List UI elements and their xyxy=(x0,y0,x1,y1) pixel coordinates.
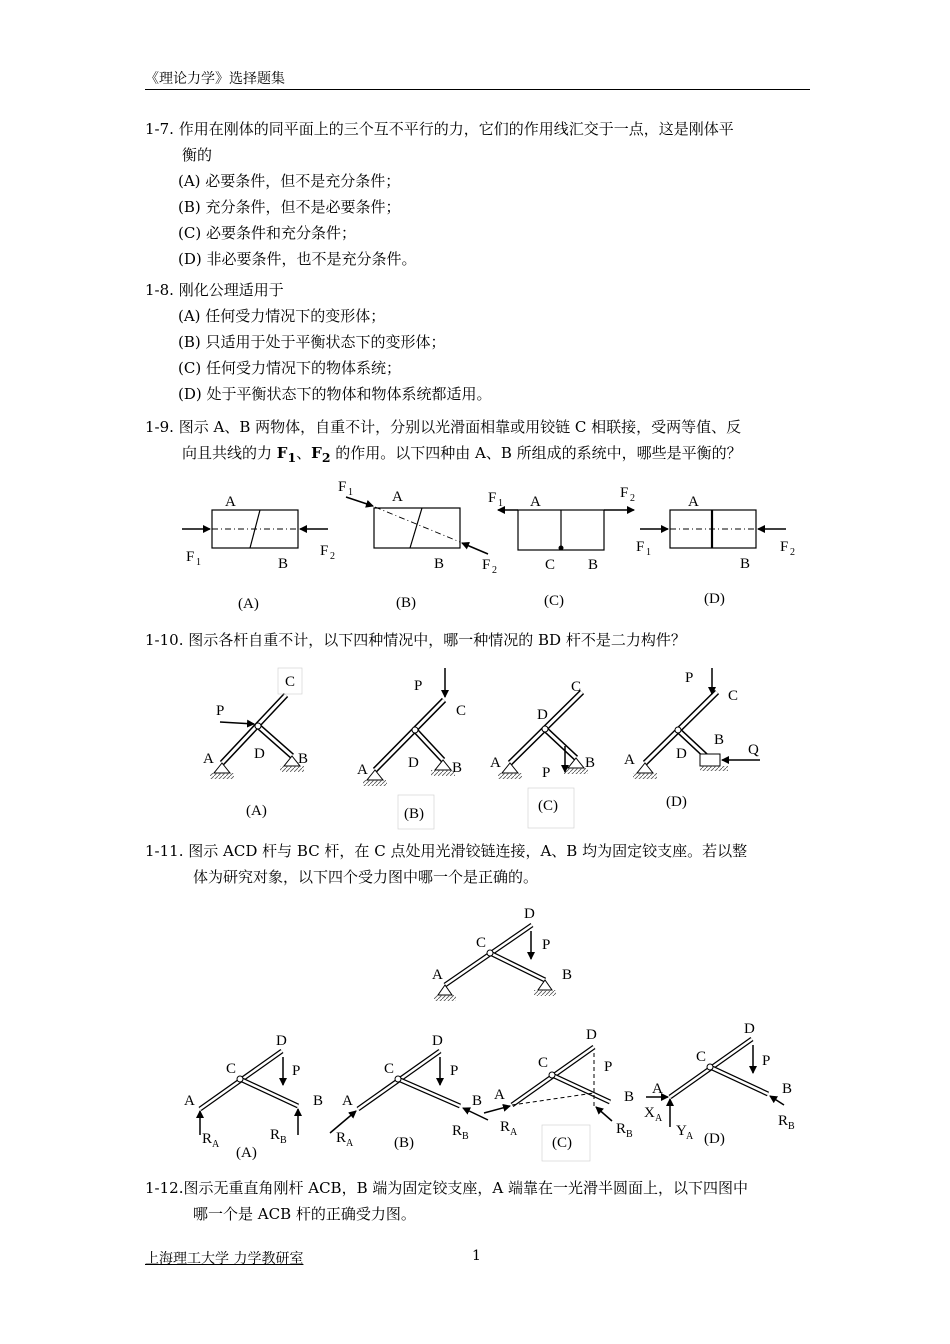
label-a: A xyxy=(490,755,501,771)
label-a: A xyxy=(494,1087,505,1103)
label-d: D xyxy=(254,746,265,762)
option-b: (B) 只适用于处于平衡状态下的变形体； xyxy=(178,333,446,351)
svg-text:B: B xyxy=(462,1131,469,1142)
label-b: B xyxy=(434,556,445,572)
label-b: B xyxy=(740,556,751,572)
label-a: A xyxy=(688,494,699,510)
figure-1-11 xyxy=(170,895,810,1170)
question-stem: 图示 A、B 两物体，自重不计，分别以光滑面相靠或用铰链 C 相联接，受两等值、反 xyxy=(178,418,742,436)
label-b: B xyxy=(278,556,289,572)
fig-1-10-a xyxy=(203,668,308,819)
question-1-9 xyxy=(145,414,742,471)
svg-text:2: 2 xyxy=(492,565,497,576)
label-a: A xyxy=(357,762,368,778)
fig-1-9-a xyxy=(182,494,335,612)
option-c: (C) 必要条件和充分条件； xyxy=(178,224,356,242)
label-c: C xyxy=(545,557,556,573)
fig-1-10-d xyxy=(624,668,760,810)
label-a: A xyxy=(203,751,214,767)
label-c: C xyxy=(571,679,582,695)
fig-1-11-main xyxy=(432,906,572,1001)
question-1-11 xyxy=(145,838,747,890)
label-f2: F xyxy=(780,539,789,555)
label-rb: R xyxy=(270,1127,281,1143)
question-stem: 图示各杆自重不计，以下四种情况中，哪一种情况的 BD 杆不是二力构件？ xyxy=(188,631,686,649)
label-c: C xyxy=(696,1049,707,1065)
label-p: P xyxy=(450,1063,459,1079)
question-stem: 作用在刚体的同平面上的三个互不平行的力，它们的作用线汇交于一点，这是刚体平 xyxy=(178,120,734,138)
label-xa: X xyxy=(644,1105,655,1121)
label-p: P xyxy=(216,703,225,719)
label-ya: Y xyxy=(676,1123,687,1139)
svg-text:1: 1 xyxy=(498,498,503,509)
fig-1-11-b xyxy=(330,1033,488,1151)
question-1-7 xyxy=(145,116,734,272)
label-b: B xyxy=(624,1089,635,1105)
label-f2: F xyxy=(320,543,329,559)
label-f2: F xyxy=(620,485,629,501)
question-stem-continued-end: 的作用。以下四种由 A、B 所组成的系统中，哪些是平衡的？ xyxy=(330,444,742,462)
label-b: B xyxy=(472,1093,483,1109)
fig-1-9-c xyxy=(488,485,635,609)
separator: 、 xyxy=(296,444,312,462)
option-a: (A) 必要条件，但不是充分条件； xyxy=(178,172,401,190)
question-stem-continued: 向且共线的力 xyxy=(182,444,277,462)
option-label-d: (D) xyxy=(704,591,725,607)
question-1-8 xyxy=(145,277,492,407)
page-number: 1 xyxy=(472,1248,481,1264)
label-p: P xyxy=(414,678,423,694)
figure-1-9 xyxy=(170,475,810,620)
svg-text:B: B xyxy=(280,1135,287,1146)
svg-text:A: A xyxy=(510,1127,518,1138)
svg-text:A: A xyxy=(655,1113,663,1124)
svg-text:B: B xyxy=(788,1121,795,1132)
label-p: P xyxy=(685,670,694,686)
label-rb: R xyxy=(452,1123,463,1139)
label-p: P xyxy=(762,1053,771,1069)
question-1-12 xyxy=(145,1175,748,1227)
label-b: B xyxy=(585,755,596,771)
option-label-d: (D) xyxy=(704,1131,725,1147)
option-a: (A) 任何受力情况下的变形体； xyxy=(178,307,386,325)
option-d: (D) 非必要条件，也不是充分条件。 xyxy=(178,250,417,268)
footer-institution: 上海理工大学 力学教研室 xyxy=(145,1251,304,1267)
label-b: B xyxy=(298,751,309,767)
label-c: C xyxy=(456,703,467,719)
label-p: P xyxy=(542,765,551,781)
label-f1: F xyxy=(488,490,497,506)
question-stem: 图示无重直角刚杆 ACB，B 端为固定铰支座，A 端靠在一光滑半圆面上，以下四图中 xyxy=(183,1179,748,1197)
label-f1: F xyxy=(636,539,645,555)
label-a: A xyxy=(184,1093,195,1109)
page-header-title: 《理论力学》选择题集 xyxy=(145,71,285,87)
question-stem-continued: 哪一个是 ACB 杆的正确受力图。 xyxy=(193,1205,416,1223)
question-number: 1-7. xyxy=(145,120,174,138)
svg-text:A: A xyxy=(212,1139,220,1150)
label-c: C xyxy=(728,688,739,704)
question-stem-continued: 衡的 xyxy=(182,146,213,164)
option-label-d: (D) xyxy=(666,794,687,810)
option-label-b: (B) xyxy=(394,1135,414,1151)
question-number: 1-9. xyxy=(145,418,174,436)
option-c: (C) 任何受力情况下的物体系统； xyxy=(178,359,401,377)
option-d: (D) 处于平衡状态下的物体和物体系统都适用。 xyxy=(178,385,492,403)
question-1-10 xyxy=(145,627,686,653)
label-a: A xyxy=(530,494,541,510)
label-b: B xyxy=(782,1081,793,1097)
option-label-c: (C) xyxy=(538,798,558,814)
label-p: P xyxy=(604,1059,613,1075)
question-number: 1-12. xyxy=(145,1179,184,1197)
fig-1-9-d xyxy=(636,494,795,607)
svg-text:A: A xyxy=(686,1131,694,1142)
label-q: Q xyxy=(748,742,759,758)
question-stem: 刚化公理适用于 xyxy=(178,281,284,299)
label-rb: R xyxy=(616,1121,627,1137)
label-ra: R xyxy=(202,1131,213,1147)
force-f1-label: $F_1$ xyxy=(276,444,297,465)
option-label-b: (B) xyxy=(396,595,416,611)
svg-text:B: B xyxy=(626,1129,633,1140)
option-label-c: (C) xyxy=(544,593,564,609)
label-b: B xyxy=(313,1093,324,1109)
label-c: C xyxy=(476,935,487,951)
label-c: C xyxy=(226,1061,237,1077)
label-d: D xyxy=(432,1033,443,1049)
option-label-a: (A) xyxy=(246,803,267,819)
option-label-a: (A) xyxy=(238,596,259,612)
option-label-a: (A) xyxy=(236,1145,257,1161)
svg-text:2: 2 xyxy=(330,551,335,562)
option-label-b: (B) xyxy=(404,806,424,822)
label-a: A xyxy=(392,489,403,505)
label-rb: R xyxy=(778,1113,789,1129)
option-b: (B) 充分条件，但不是必要条件； xyxy=(178,198,401,216)
label-c: C xyxy=(285,674,296,690)
option-label-c: (C) xyxy=(552,1135,572,1151)
label-f2: F xyxy=(482,557,491,573)
question-number: 1-11. xyxy=(145,842,184,860)
svg-text:2: 2 xyxy=(790,547,795,558)
fig-1-11-a xyxy=(184,1033,323,1161)
label-ra: R xyxy=(336,1130,347,1146)
label-d: D xyxy=(676,746,687,762)
label-f1: F xyxy=(186,549,195,565)
question-number: 1-8. xyxy=(145,281,174,299)
svg-text:2: 2 xyxy=(630,493,635,504)
question-stem: 图示 ACD 杆与 BC 杆，在 C 点处用光滑铰链连接，A、B 均为固定铰支座。若以整 xyxy=(188,842,748,860)
label-d: D xyxy=(276,1033,287,1049)
label-a: A xyxy=(652,1081,663,1097)
label-b: B xyxy=(562,967,573,983)
label-a: A xyxy=(342,1093,353,1109)
label-b: B xyxy=(714,732,725,748)
label-b: B xyxy=(588,557,599,573)
label-d: D xyxy=(586,1027,597,1043)
label-b: B xyxy=(452,760,463,776)
fig-1-11-d xyxy=(644,1021,795,1147)
figure-1-10 xyxy=(190,660,780,835)
fig-1-10-c xyxy=(490,679,595,828)
question-number: 1-10. xyxy=(145,631,184,649)
fig-1-11-c xyxy=(484,1027,634,1161)
fig-1-10-b xyxy=(357,668,466,829)
label-d: D xyxy=(524,906,535,922)
label-f1: F xyxy=(338,479,347,495)
header-rule xyxy=(145,89,810,90)
svg-text:1: 1 xyxy=(196,557,201,568)
label-d: D xyxy=(537,707,548,723)
label-p: P xyxy=(292,1063,301,1079)
force-f2-label: $F_2$ xyxy=(311,444,331,465)
label-c: C xyxy=(538,1055,549,1071)
label-a: A xyxy=(432,967,443,983)
label-d: D xyxy=(744,1021,755,1037)
svg-text:A: A xyxy=(346,1138,354,1149)
label-a: A xyxy=(225,494,236,510)
label-ra: R xyxy=(500,1119,511,1135)
question-stem-continued: 体为研究对象，以下四个受力图中哪一个是正确的。 xyxy=(193,868,539,886)
label-c: C xyxy=(384,1061,395,1077)
label-p: P xyxy=(542,937,551,953)
label-d: D xyxy=(408,755,419,771)
fig-1-9-b xyxy=(338,479,497,611)
label-a: A xyxy=(624,752,635,768)
svg-text:1: 1 xyxy=(348,487,353,498)
svg-text:1: 1 xyxy=(646,547,651,558)
